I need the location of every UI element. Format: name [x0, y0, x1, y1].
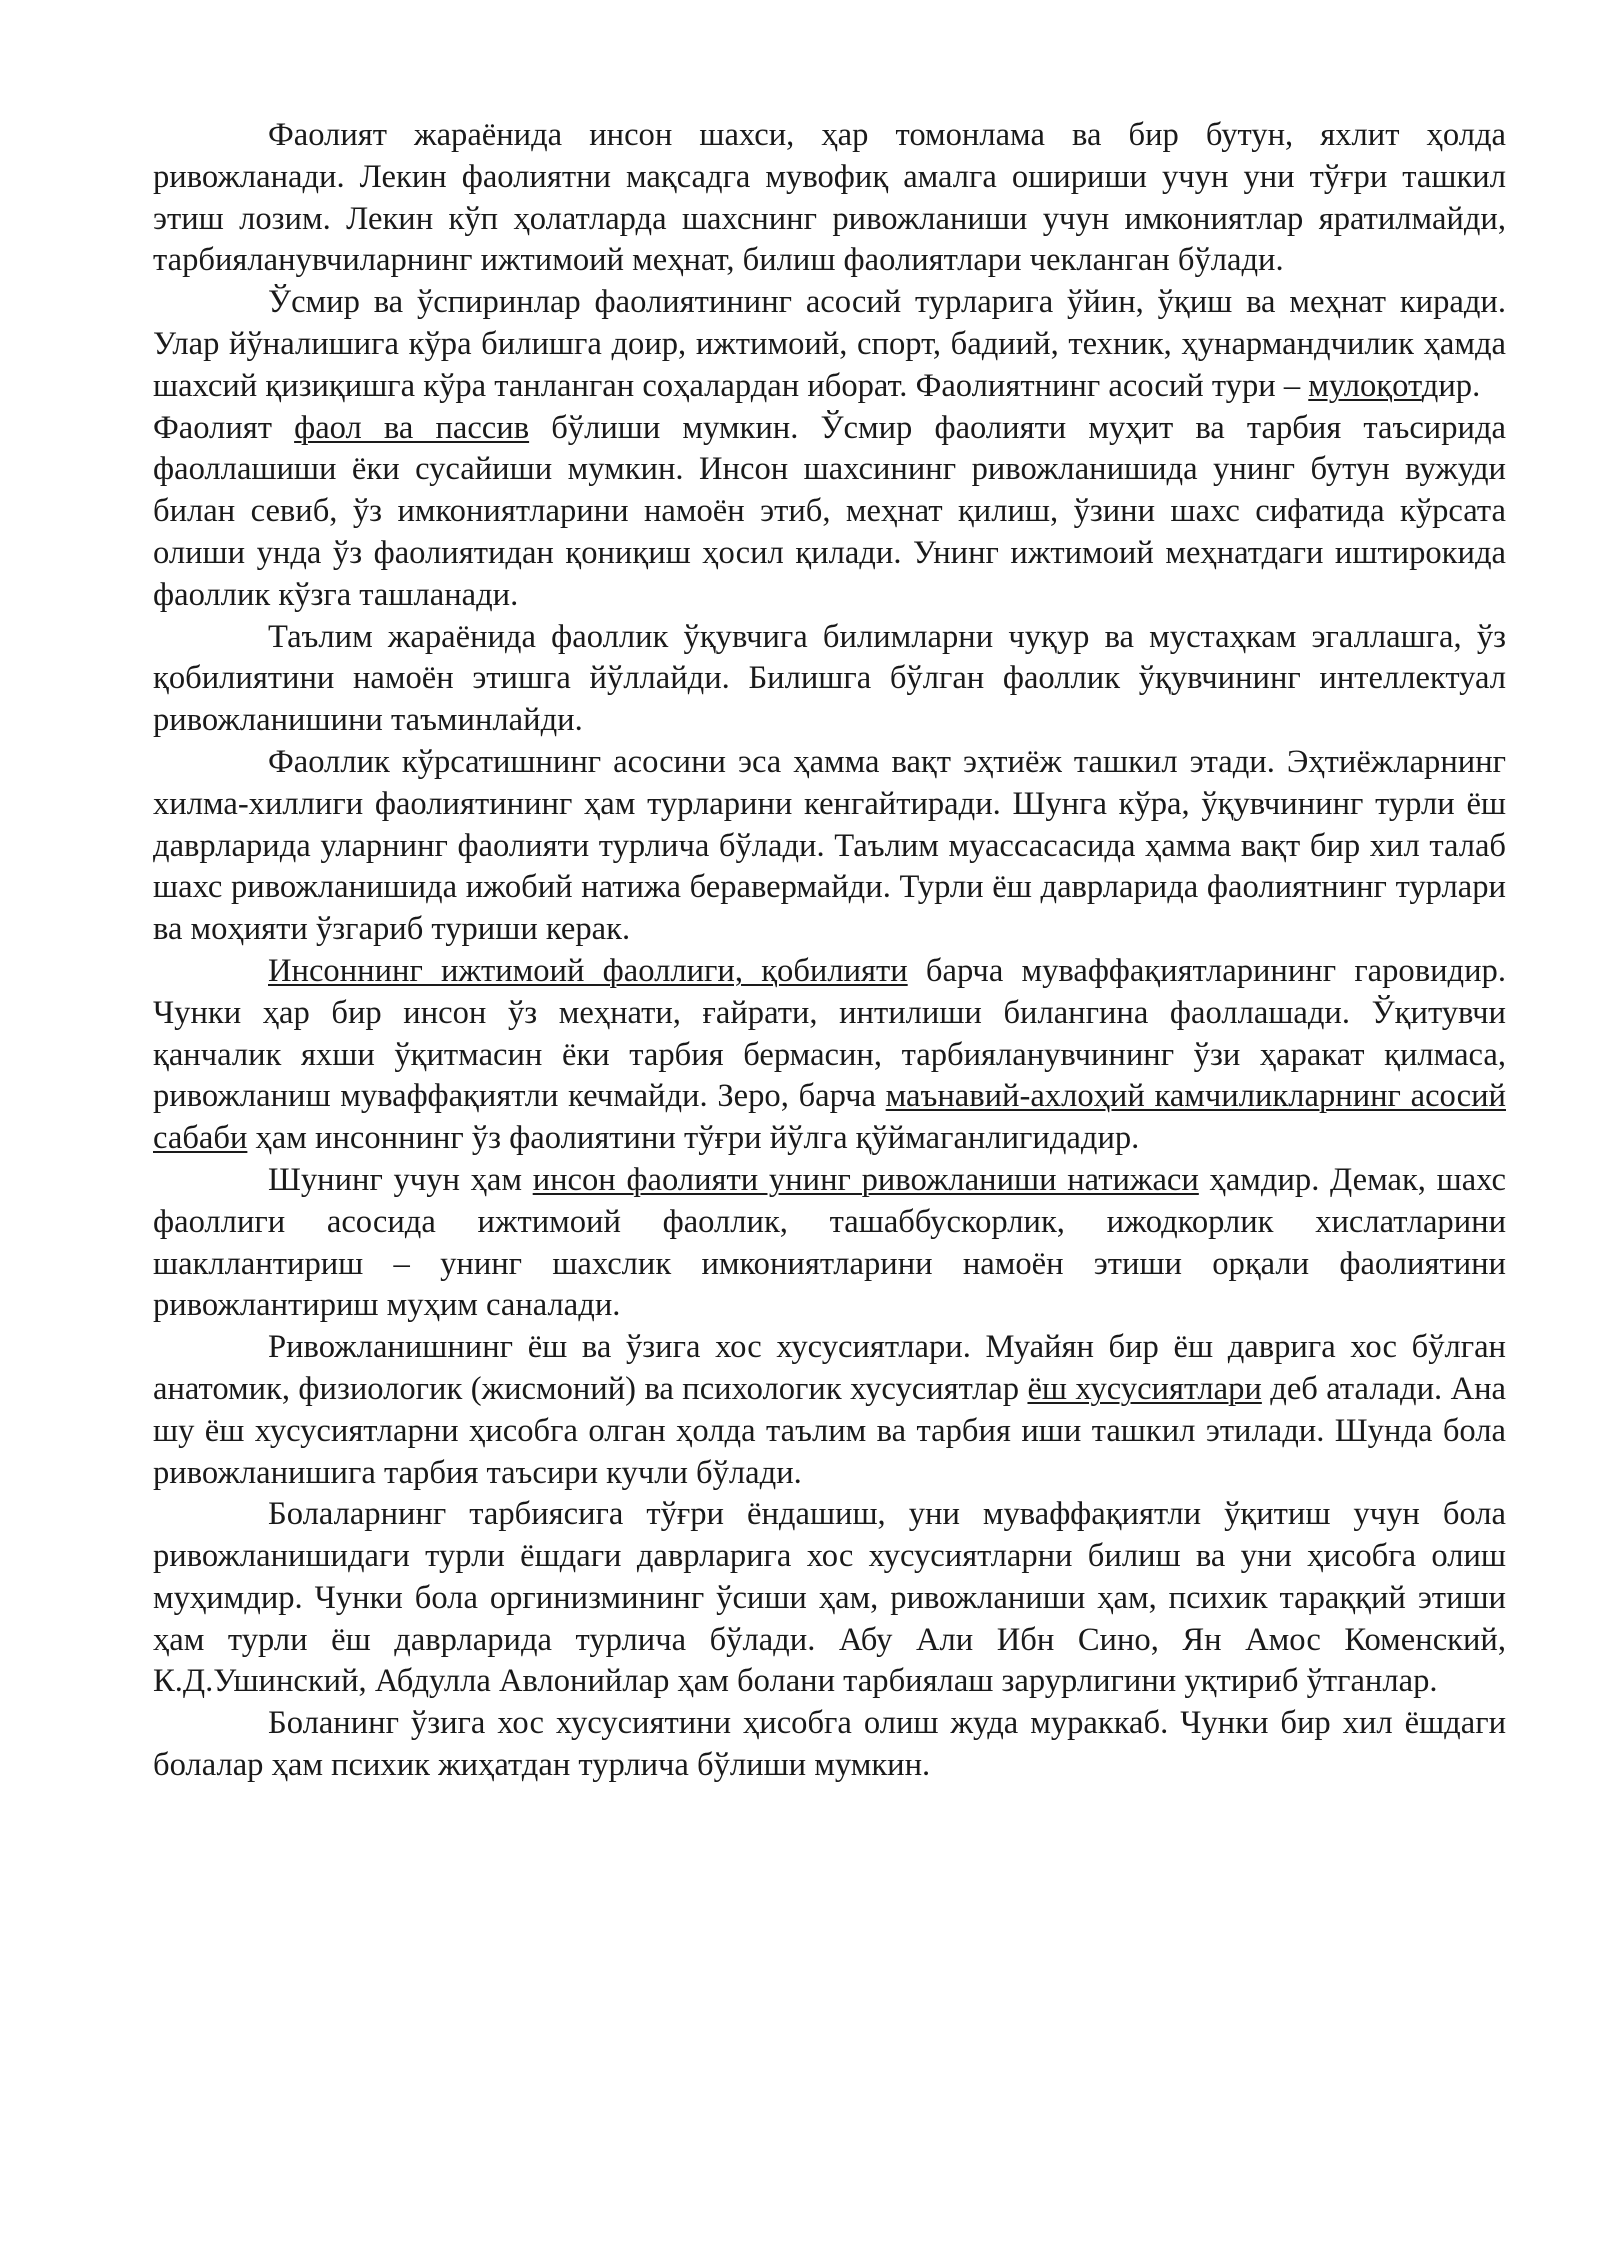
body-paragraph — [153, 282, 1506, 407]
text-segment: Ривожланишнинг ёш ва ўзига хос хусусиятлари. Муайян бир ёш даврига хос бўлган анатомик, физиологик (жисмоний) ва психологик хусусиятлар — [153, 1329, 1506, 1407]
text-segment: Ўсмир ва ўспиринлар фаолиятининг асосий турларига ўйин, ўқиш ва меҳнат киради. Улар йўналишига кўра билишга доир, ижтимоий, спорт, бадиий, техник, ҳунармандчилик ҳамда шахсий қизиқишга кўра танланган соҳалардан иборат. Фаолиятнинг асосий тури – — [153, 284, 1506, 404]
body-paragraph — [153, 1160, 1506, 1327]
text-segment: Фаоллик кўрсатишнинг асосини эса ҳамма вақт эҳтиёж ташкил этади. Эҳтиёжларнинг хилма-хиллиги фаолиятининг ҳам турларини кенгайтиради. Шунга кўра, ўқувчининг турли ёш даврларида уларнинг фаолияти турлича бўлади. Таълим муассасасида ҳамма вақт бир хил талаб шахс ривожланишида ижобий натижа беравермайди. Турли ёш даврларида фаолиятнинг турлари ва моҳияти ўзгариб туриши керак. — [153, 743, 1506, 948]
text-segment: Болаларнинг тарбиясига тўғри ёндашиш, уни муваффақиятли ўқитиш учун бола ривожланишидаги турли ёшдаги даврларига хос хусусиятларни билиш ва уни ҳисобга олиш муҳимдир. Чунки бола оргинизмининг ўсиши ҳам, ривожланиши ҳам, психик тараққий этиши ҳам турли ёш даврларида турлича бўлади. Абу Али Ибн Сино, Ян Амос Коменский, К.Д.Ушинский, Абдулла Авлонийлар ҳам болани тарбиялаш зарурлигини уқтириб ўтганлар. — [153, 1496, 1506, 1700]
text-segment: Шунинг учун ҳам — [268, 1161, 533, 1198]
text-segment: дир. — [1421, 367, 1481, 404]
body-paragraph — [153, 1494, 1506, 1703]
body-paragraph — [153, 617, 1506, 742]
text-segment: ҳамдир. Демак, шахс фаоллиги асосида ижтимоий фаоллик, ташаббускорлик, ижодкорлик хислатларини шакллантириш – унинг шахслик имкониятларини намоён этиши орқали фаолиятини ривожлантириш муҳим саналади. — [153, 1161, 1506, 1324]
text-segment: барча муваффақиятларининг гаровидир. Чунки ҳар бир инсон ўз меҳнати, ғайрати, интилиши билангина фаоллашади. Ўқитувчи қанчалик яхши ўқитмасин ёки тарбия бермасин, тарбияланувчининг ўзи ҳаракат қилмаса, ривожланиш муваффақиятли кечмайди. Зеро, барча — [153, 952, 1506, 1115]
underlined-term: мулоқот — [1308, 367, 1422, 404]
body-paragraph — [153, 1327, 1506, 1494]
document-page — [153, 115, 1506, 1787]
text-segment: деб аталади. Ана шу ёш хусусиятларни ҳисобга олган ҳолда таълим ва тарбия иши ташкил этилади. Шунда бола ривожланишига тарбия таъсири кучли бўлади. — [153, 1370, 1506, 1491]
text-segment: ҳам инсоннинг ўз фаолиятини тўғри йўлга қўймаганлигидадир. — [247, 1120, 1140, 1157]
underlined-term: Инсоннинг ижтимоий фаоллиги, қобилияти — [268, 952, 908, 989]
text-segment: Таълим жараёнида фаоллик ўқувчига билимларни чуқур ва мустаҳкам эгаллашга, ўз қобилиятини намоён этишга йўллайди. Билишга бўлган фаоллик ўқувчининг интеллектуал ривожланишини таъминлайди. — [153, 618, 1506, 739]
underlined-term: инсон фаолияти унинг ривожланиши натижаси — [532, 1161, 1199, 1198]
underlined-term: ёш хусусиятлари — [1027, 1370, 1262, 1407]
text-segment: Фаолият — [153, 409, 295, 446]
text-segment: бўлиши мумкин. Ўсмир фаолияти муҳит ва тарбия таъсирида фаоллашиши ёки сусайиши мумкин. Инсон шахсининг ривожланишида унинг бутун вужуди билан севиб, ўз имкониятларини намоён этиб, меҳнат қилиш, ўзини шахс сифатида кўрсата олиши унда ўз фаолиятидан қониқиш ҳосил қилади. Унинг ижтимоий меҳнатдаги иштирокида фаоллик кўзга ташланади. — [153, 409, 1506, 613]
underlined-term: фаол ва пассив — [294, 409, 530, 446]
body-paragraph — [153, 1703, 1506, 1787]
body-paragraph — [153, 742, 1506, 951]
body-paragraph — [153, 951, 1506, 1160]
underlined-term: маънавий-ахлоҳий камчиликларнинг асосий сабаби — [153, 1078, 1506, 1157]
body-paragraph — [153, 115, 1506, 282]
text-segment: Фаолият жараёнида инсон шахси, ҳар томонлама ва бир бутун, яхлит ҳолда ривожланади. Лекин фаолиятни мақсадга мувофиқ амалга ошириши учун уни тўғри ташкил этиш лозим. Лекин кўп ҳолатларда шахснинг ривожланиши учун имкониятлар яратилмайди, тарбияланувчиларнинг ижтимоий меҳнат, билиш фаолиятлари чекланган бўлади. — [153, 117, 1506, 279]
body-paragraph — [153, 408, 1506, 617]
text-segment: Боланинг ўзига хос хусусиятини ҳисобга олиш жуда мураккаб. Чунки бир хил ёшдаги болалар ҳам психик жиҳатдан турлича бўлиши мумкин. — [153, 1705, 1506, 1784]
